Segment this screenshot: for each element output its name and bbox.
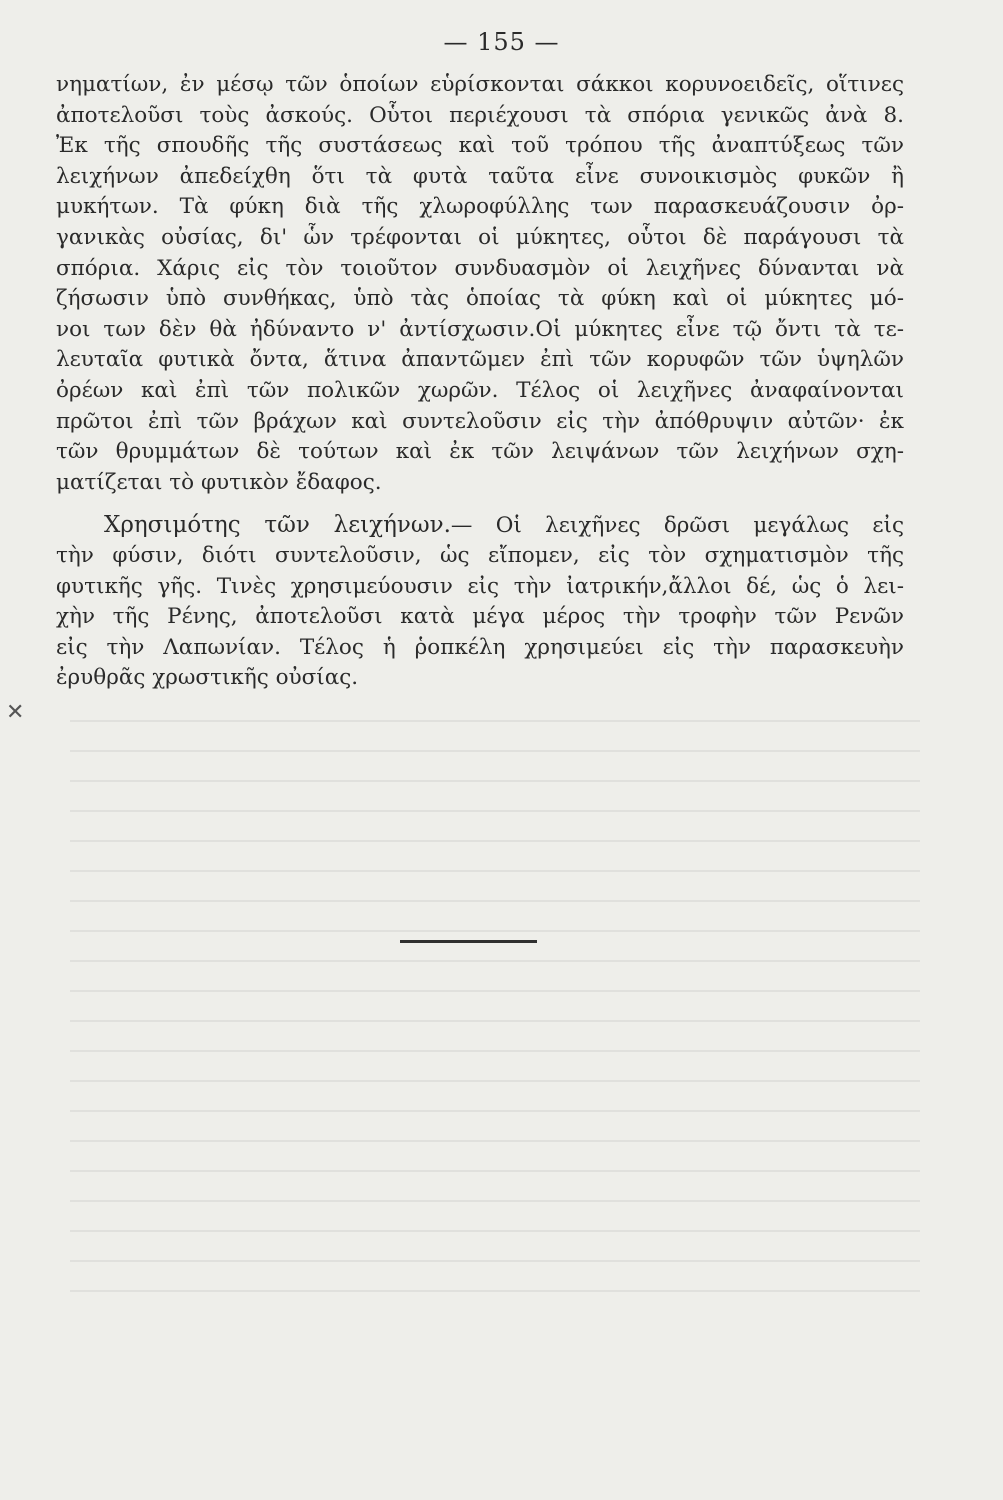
heading-line-rest: — Οἱ λειχῆνες δρῶσι μεγάλως εἰς <box>450 513 904 539</box>
text-line: τῶν θρυμμάτων δὲ τούτων καὶ ἐκ τῶν λειψάνων τῶν λειχήνων σχη- <box>56 439 904 465</box>
text-line: ὀρέων καὶ ἐπὶ τῶν πολικῶν χωρῶν. Τέλος οἱ λειχῆνες ἀναφαίνονται <box>56 377 904 403</box>
text-line: ἐρυθρᾶς χρωστικῆς οὐσίας. <box>56 665 359 691</box>
text-line: λευταῖα φυτικὰ ὄντα, ἅτινα ἀπαντῶμεν ἐπὶ τῶν κορυφῶν τῶν ὑψηλῶν <box>56 347 904 373</box>
text-line: ἀποτελοῦσι τοὺς ἀσκούς. Οὗτοι περιέχουσι τὰ σπόρια γενικῶς ἀνὰ 8. <box>56 102 904 128</box>
text-line: πρῶτοι ἐπὶ τῶν βράχων καὶ συντελοῦσιν εἰς τὴν ἀπόθρυψιν αὐτῶν· ἐκ <box>56 408 904 434</box>
margin-mark: ✕ <box>6 700 25 725</box>
text-line: μυκήτων. Τὰ φύκη διὰ τῆς χλωροφύλλης των παρασκευάζουσιν ὀρ- <box>56 194 904 220</box>
paragraph-lichen-symbiosis <box>56 70 904 498</box>
text-line: χὴν τῆς Ρένης, ἀποτελοῦσι κατὰ μέγα μέρος τὴν τροφὴν τῶν Ρενῶν <box>56 604 904 630</box>
text-line: ματίζεται τὸ φυτικὸν ἔδαφος. <box>56 469 382 495</box>
text-line: νηματίων, ἐν μέσῳ τῶν ὁποίων εὑρίσκονται σάκκοι κορυνοειδεῖς, οἵτινες <box>56 72 904 97</box>
text-line <box>56 510 904 541</box>
text-line: σπόρια. Χάρις εἰς τὸν τοιοῦτον συνδυασμὸν οἱ λειχῆνες δύνανται νὰ <box>56 255 904 281</box>
body-text <box>56 70 904 694</box>
section-end-rule <box>400 940 537 943</box>
page-number: — 155 — <box>443 28 560 56</box>
text-line: ζήσωσιν ὑπὸ συνθήκας, ὑπὸ τὰς ὁποίας τὰ φύκη καὶ οἱ μύκητες μό- <box>56 286 904 312</box>
text-line: εἰς τὴν Λαπωνίαν. Τέλος ἡ ῥοπκέλη χρησιμεύει εἰς τὴν παρασκευὴν <box>56 634 904 660</box>
text-line: τὴν φύσιν, διότι συντελοῦσιν, ὡς εἴπομεν, εἰς τὸν σχηματισμὸν τῆς <box>56 542 904 568</box>
text-line: φυτικῆς γῆς. Τινὲς χρησιμεύουσιν εἰς τὴν ἰατρικήν,ἄλλοι δέ, ὡς ὁ λει- <box>56 573 904 599</box>
text-line: γανικὰς οὐσίας, δι' ὧν τρέφονται οἱ μύκητες, οὗτοι δὲ παράγουσι τὰ <box>56 224 904 250</box>
show-through-text <box>70 700 920 1300</box>
text-line: λειχήνων ἀπεδείχθη ὅτι τὰ φυτὰ ταῦτα εἶνε συνοικισμὸς φυκῶν ἢ <box>56 163 904 189</box>
text-line: Ἐκ τῆς σπουδῆς τῆς συστάσεως καὶ τοῦ τρόπου τῆς ἀναπτύξεως τῶν <box>56 133 904 159</box>
paragraph-lichen-usefulness <box>56 510 904 694</box>
section-heading: Χρησιμότης τῶν λειχήνων. <box>104 512 451 539</box>
text-line: νοι των δὲν θὰ ἠδύναντο ν' ἀντίσχωσιν.Οἱ μύκητες εἶνε τῷ ὄντι τὰ τε- <box>56 316 904 342</box>
